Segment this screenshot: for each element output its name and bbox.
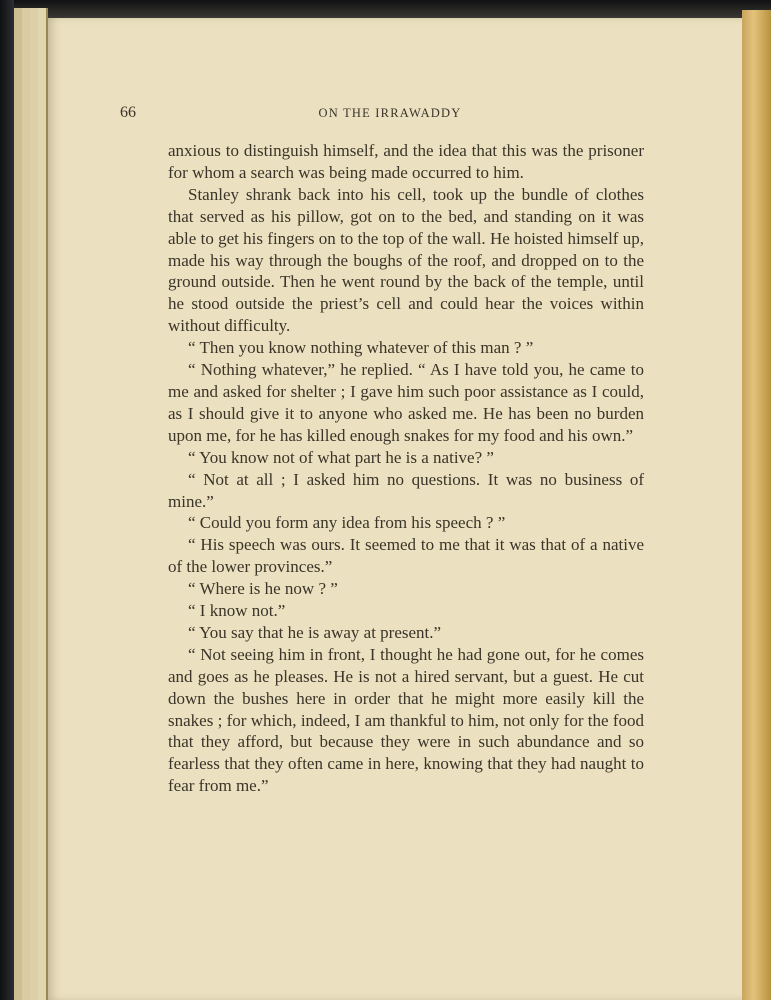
paragraph: “ You know not of what part he is a native? ” (188, 447, 494, 467)
paragraph: “ Could you form any idea from his speech ? ” (188, 513, 506, 533)
paragraph: “ Not at all ; I asked him no questions. It was no business of mine.” (168, 469, 644, 511)
book-cover-edge (0, 0, 14, 1000)
paragraph: “ His speech was ours. It seemed to me that it was that of a native of the lower provinces.” (168, 535, 644, 577)
book-gutter (742, 10, 771, 1000)
page-number: 66 (120, 104, 136, 121)
paragraph: “ Nothing whatever,” he replied. “ As I have told you, he came to me and asked for shelter ; I gave him such poor assistance as I could, as I should give it to anyone who asked me. He has been no burden upon me, for he has killed enough snakes for my food and his own.” (168, 360, 644, 445)
top-shadow (14, 0, 771, 18)
paragraph: “ Where is he now ? ” (188, 579, 338, 599)
paragraph: “ Then you know nothing whatever of this man ? ” (188, 338, 534, 358)
paragraph: Stanley shrank back into his cell, took up the bundle of clothes that served as his pillow, got on to the bed, and standing on it was able to get his fingers on to the top of the wall. He hoisted himself up, made his way through the boughs of the roof, and dropped on to the ground outside. Then he went round by the back of the temple, until he stood outside the priest’s cell and could hear the voices within without difficulty. (168, 184, 644, 336)
running-head: ON THE IRRAWADDY (318, 106, 462, 120)
page-stack-edge (38, 8, 48, 1000)
paragraph: anxious to distinguish himself, and the idea that this was the prisoner for whom a search was being made occurred to him. (168, 141, 644, 182)
paragraph: “ You say that he is away at present.” (188, 622, 442, 642)
paragraph: “ Not seeing him in front, I thought he had gone out, for he comes and goes as he pleases. He is not a hired servant, but a guest. He cut down the bushes here in order that he might more easily kill the snakes ; for which, indeed, I am thankful to him, not only for the food that they afford, but because they were in such abundance and so fearless that they often came in here, knowing that they had naught to fear from me.” (168, 644, 644, 796)
page-header (120, 104, 660, 126)
body-text (168, 140, 644, 797)
paragraph: “ I know not.” (188, 601, 286, 621)
